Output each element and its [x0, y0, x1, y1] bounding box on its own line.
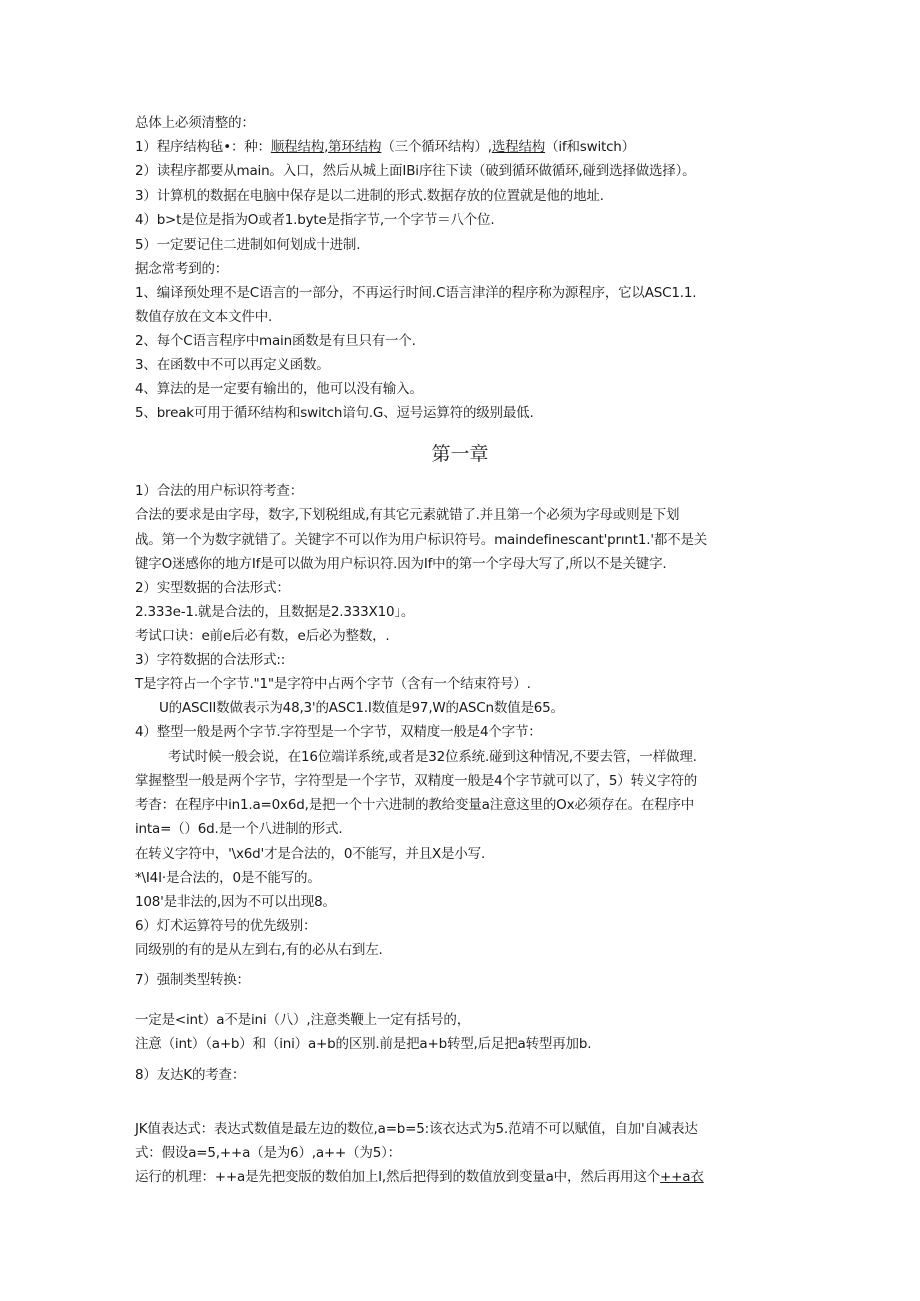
- chapter-line-27: [135, 1167, 704, 1187]
- chapter-line-2: 合法的要求是由字母，数字,下划税组成,有其它元素就错了.并且第一个必须为字母或则是下划: [135, 507, 680, 523]
- chapter-line-19: 6）灯术运算符号的优先级别：: [135, 918, 317, 934]
- chapter-line-5: 2）实型数据的合法形式：: [135, 580, 290, 596]
- chapter-line-26: 式：假设a=5,++a（是为6）,a++（为5）：: [135, 1145, 401, 1161]
- chapter-line-14: 考杳：在程序中in1.a=0x6d,是把一个十六进制的教给变量a注意这里的Ox必须存在。在程序中: [135, 797, 695, 813]
- chapter-line-20: 同级别的有的是从左到右,有的必从右到左.: [135, 942, 383, 958]
- intro-line-1-part-e: （三个循环结构）,: [381, 139, 492, 155]
- chapter-line-25: JK值表达式：表达式数值是最左边的数位,a=b=5:该衣达式为5.范靖不可以赋值，自加'自减表达: [135, 1121, 698, 1137]
- chapter-line-6: 2.333e-1.就是合法的，且数据是2.333X10」。: [135, 604, 415, 620]
- intro-line-2: 2）读程序都要从main。入口，然后从城上面IBi序往下读（破到循环做循环,碰到选择做选择）。: [135, 163, 696, 179]
- chapter-line-24: 8）友达K的考查：: [135, 1067, 246, 1083]
- intro-line-12: 5、break可用于循环结构和switch谙句.G、逗号运算符的级别最低.: [135, 405, 534, 421]
- intro-line-11: 4、算法的是一定要有输出的，他可以没有输入。: [135, 381, 423, 397]
- chapter-line-12: 考试时候一般会说，在16位端详系统,或者是32位系统.碰到这种情况,不要去管，一样做理.: [168, 749, 697, 765]
- chapter-line-16: 在转义字符中，'\x6d'才是合法的，0不能写，并且X是小写.: [135, 846, 486, 862]
- chapter-line-1: 1）合法的用户标识符考查：: [135, 483, 303, 499]
- chapter-line-4: 键字O迷感你的地方If是可以做为用户标识符.因为If中的第一个字母大写了,所以不是关键字.: [135, 556, 667, 572]
- chapter-line-9: T是字符占一个字节."1"是字符中占两个字节（含有一个结束符号）.: [135, 676, 531, 692]
- intro-line-1-select-link: 选程结构: [491, 139, 546, 155]
- intro-line-1-part-g: （if和switch）: [545, 139, 635, 155]
- chapter-line-22: 一定是<int）a不是ini（八）,注意类鞭上一定有括号的，: [135, 1012, 471, 1028]
- chapter-line-21: 7）强制类型转换：: [135, 972, 250, 988]
- chapter-line-11: 4）整型一般是两个字节.字符型是一个字节，双精度一般是4个字节：: [135, 724, 542, 740]
- chapter-line-17: *\I4I·是合法的，0是不能写的。: [135, 870, 321, 886]
- chapter-line-8: 3）字符数据的合法形式::: [135, 652, 286, 668]
- chapter-line-7: 考试口诀：e前e后必有数，e后必为整数，.: [135, 628, 390, 644]
- intro-heading: 总体上必须清整的：: [135, 115, 255, 131]
- chapter-line-3: 战。第一个为数字就错了。关键字不可以作为用户标识符号。maindefinescant'prınt1.'都不是关: [135, 532, 708, 548]
- chapter-line-18: 108'是非法的,因为不可以出现8。: [135, 894, 336, 910]
- intro-line-1-comma: ,: [324, 139, 329, 155]
- intro-line-1-sequence-link: 顺程结构: [270, 139, 325, 155]
- chapter-line-13: 掌握整型一般是两个字节，字符型是一个字节，双精度一般是4个字节就可以了，5）转义字符的: [135, 773, 698, 789]
- intro-line-10: 3、在函数中不可以再定义函数。: [135, 357, 330, 373]
- intro-line-1-loop-link: 第环结构: [328, 139, 382, 155]
- intro-line-5: 5）一定要记住二进制如何划成十进制.: [135, 237, 361, 253]
- chapter-line-10: U的ASCII数做表示为48,3'的ASC1.I数值是97,W的ASCn数值是65。: [159, 700, 564, 716]
- chapter-title: 第一章: [431, 443, 489, 465]
- chapter-line-15: inta=（）6d.是一个八进制的形式.: [135, 821, 343, 837]
- intro-line-6: 据念常考到的：: [135, 261, 229, 277]
- chapter-line-27-underlined: ++a衣: [660, 1169, 704, 1185]
- chapter-line-27-text: 运行的机理：++a是先把变版的数伯加上I,然后把得到的数值放到变量a中，然后再用这个: [135, 1169, 661, 1185]
- chapter-line-23: 注意（int）（a+b）和（ini）a+b的区别.前是把a+b转型,后足把a转型再加b.: [135, 1036, 592, 1052]
- intro-line-8: 数值存放在文本文件中.: [135, 309, 273, 325]
- intro-line-9: 2、每个C语言程序中main函数是有旦只有一个.: [135, 333, 416, 349]
- intro-line-1-part-a: 1）程序结构毡•：种：: [135, 139, 271, 155]
- intro-line-1: [135, 137, 635, 157]
- intro-line-4: 4）b>t是位是指为O或者1.byte是指字节,一个字节＝八个位.: [135, 212, 495, 228]
- intro-line-7: 1、编译预处理不是C语言的一部分，不再运行时间.C语言津洋的程序称为源程序，它以ASC1.1.: [135, 285, 697, 301]
- intro-line-3: 3）计算机的数据在电脑中保存是以二进制的形式.数据存放的位置就是他的地址.: [135, 188, 604, 204]
